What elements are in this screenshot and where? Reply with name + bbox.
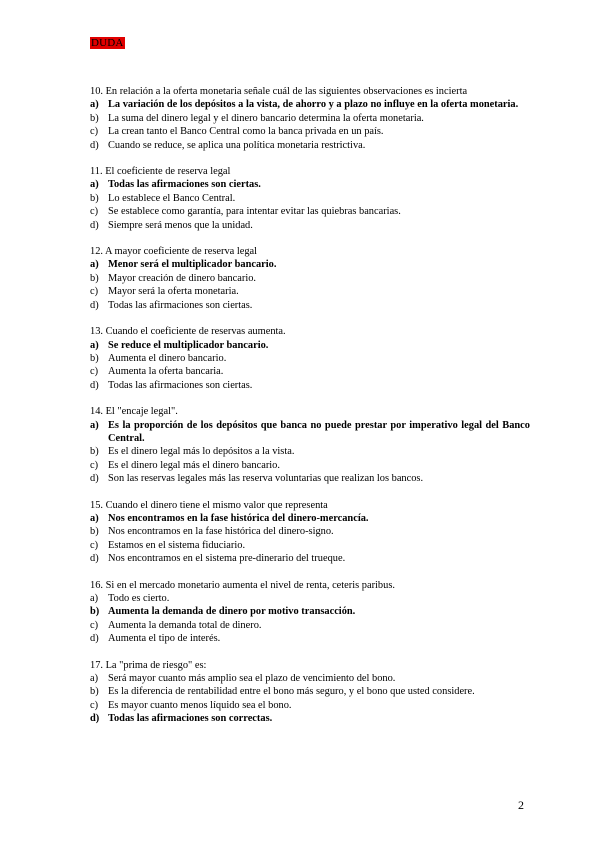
option-c: [90, 619, 530, 632]
option-b: [90, 605, 530, 618]
question-11: [90, 165, 530, 232]
option-d: [90, 472, 530, 485]
option-d: [90, 552, 530, 565]
question-10: [90, 85, 530, 152]
option-a: [90, 258, 530, 271]
option-letter: a): [90, 259, 99, 271]
option-letter: b): [90, 446, 99, 458]
option-letter: b): [90, 192, 99, 204]
option-text: Todo es cierto.: [108, 593, 170, 604]
option-text: Nos encontramos en la fase histórica del dinero-mercancía.: [108, 512, 369, 524]
option-letter: c): [90, 366, 99, 378]
option-d: [90, 712, 530, 725]
question-17: [90, 659, 530, 726]
option-text: Lo establece el Banco Central.: [108, 192, 236, 204]
option-letter: d): [90, 219, 99, 231]
option-d: [90, 219, 530, 232]
option-letter: d): [90, 633, 99, 645]
option-letter: c): [90, 206, 99, 218]
question-title: 14. El "encaje legal".: [90, 406, 178, 418]
option-a: [90, 672, 530, 685]
question-12: [90, 245, 530, 312]
option-text: Es el dinero legal más lo depósitos a la vista.: [108, 446, 295, 458]
option-letter: b): [90, 272, 99, 284]
option-text: Es el dinero legal más el dinero bancario.: [108, 459, 280, 471]
option-letter: c): [90, 699, 99, 711]
option-text: La crean tanto el Banco Central como la banca privada en un país.: [108, 126, 384, 138]
option-letter: a): [90, 179, 99, 191]
option-text: Es la diferencia de rentabilidad entre el bono más seguro, y el bono que usted considere.: [108, 686, 475, 698]
question-title: 10. En relación a la oferta monetaria señale cuál de las siguientes observaciones es incierta: [90, 86, 468, 97]
option-text: Es mayor cuanto menos líquido sea el bono.: [108, 699, 292, 711]
option-text: Todas las afirmaciones son correctas.: [108, 713, 273, 725]
option-c: [90, 285, 530, 298]
option-c: [90, 699, 530, 712]
question-title: 17. La "prima de riesgo" es:: [90, 659, 207, 671]
option-text: Son las reservas legales más las reserva voluntarias que realizan los bancos.: [108, 473, 424, 485]
option-letter: c): [90, 619, 99, 631]
option-text: La variación de los depósitos a la vista, de ahorro y a plazo no influye en la oferta monetaria.: [108, 99, 519, 111]
option-letter: c): [90, 286, 99, 298]
option-a: [90, 339, 530, 352]
question-16: [90, 579, 530, 646]
option-a: [90, 592, 530, 605]
option-text: Mayor será la oferta monetaria.: [108, 286, 239, 298]
page-number: 2: [518, 798, 524, 812]
option-letter: c): [90, 539, 99, 551]
option-b: [90, 352, 530, 365]
option-a: [90, 98, 530, 111]
option-b: [90, 192, 530, 205]
option-d: [90, 139, 530, 152]
option-letter: b): [90, 112, 99, 124]
option-text: Nos encontramos en la fase histórica del dinero-signo.: [108, 526, 334, 538]
option-letter: b): [90, 686, 99, 698]
option-text: Aumenta la demanda total de dinero.: [108, 619, 262, 631]
option-letter: c): [90, 126, 99, 138]
option-text: Aumenta el tipo de interés.: [108, 633, 221, 645]
option-b: [90, 272, 530, 285]
option-letter: d): [90, 299, 99, 311]
option-text: Menor será el multiplicador bancario.: [108, 259, 277, 271]
option-letter: d): [90, 139, 99, 151]
option-c: [90, 365, 530, 378]
option-text: Nos encontramos en el sistema pre-dinerario del trueque.: [108, 553, 346, 565]
option-letter: a): [90, 512, 99, 524]
option-a: [90, 419, 530, 446]
option-c: [90, 539, 530, 552]
option-text: Es la proporción de los depósitos que banca no puede prestar por imperativo legal del Banco Central.: [108, 419, 530, 444]
option-letter: d): [90, 553, 99, 565]
question-title: 15. Cuando el dinero tiene el mismo valor que representa: [90, 499, 328, 511]
duda-tag: DUDA: [91, 37, 124, 49]
question-13: [90, 325, 530, 392]
option-c: [90, 205, 530, 218]
option-text: Se reduce el multiplicador bancario.: [108, 339, 269, 351]
option-text: Siempre será menos que la unidad.: [108, 219, 253, 231]
option-letter: b): [90, 526, 99, 538]
option-b: [90, 525, 530, 538]
option-letter: d): [90, 379, 99, 391]
option-b: [90, 445, 530, 458]
option-letter: b): [90, 352, 99, 364]
question-title: 13. Cuando el coeficiente de reservas aumenta.: [90, 326, 286, 338]
option-letter: d): [90, 473, 99, 485]
question-14: [90, 405, 530, 485]
option-text: Aumenta la oferta bancaria.: [108, 366, 224, 378]
option-b: [90, 112, 530, 125]
option-text: Aumenta la demanda de dinero por motivo transacción.: [108, 606, 356, 618]
option-text: Todas las afirmaciones son ciertas.: [108, 299, 253, 311]
option-d: [90, 379, 530, 392]
question-title: 12. A mayor coeficiente de reserva legal: [90, 246, 258, 258]
question-title: 11. El coeficiente de reserva legal: [90, 166, 231, 178]
option-text: Cuando se reduce, se aplica una política monetaria restrictiva.: [108, 139, 366, 151]
option-letter: d): [90, 713, 100, 725]
option-text: Mayor creación de dinero bancario.: [108, 272, 256, 284]
option-text: Se establece como garantía, para intentar evitar las quiebras bancarias.: [108, 206, 401, 218]
option-text: Aumenta el dinero bancario.: [108, 352, 227, 364]
option-c: [90, 125, 530, 138]
option-letter: c): [90, 459, 99, 471]
question-15: [90, 499, 530, 566]
option-text: La suma del dinero legal y el dinero bancario determina la oferta monetaria.: [108, 112, 424, 124]
option-d: [90, 632, 530, 645]
option-letter: a): [90, 673, 99, 685]
option-a: [90, 178, 530, 191]
option-b: [90, 685, 530, 698]
option-text: Todas las afirmaciones son ciertas.: [108, 179, 261, 191]
question-list: [90, 85, 530, 739]
option-letter: a): [90, 99, 99, 111]
question-title: 16. Si en el mercado monetario aumenta el nivel de renta, ceteris paribus.: [90, 579, 395, 591]
option-letter: a): [90, 419, 99, 431]
option-letter: a): [90, 593, 99, 604]
option-letter: a): [90, 339, 99, 351]
option-a: [90, 512, 530, 525]
option-text: Estamos en el sistema fiduciario.: [108, 539, 246, 551]
option-text: Será mayor cuanto más amplio sea el plazo de vencimiento del bono.: [108, 673, 396, 685]
option-c: [90, 459, 530, 472]
option-letter: b): [90, 606, 100, 618]
option-d: [90, 299, 530, 312]
option-text: Todas las afirmaciones son ciertas.: [108, 379, 253, 391]
